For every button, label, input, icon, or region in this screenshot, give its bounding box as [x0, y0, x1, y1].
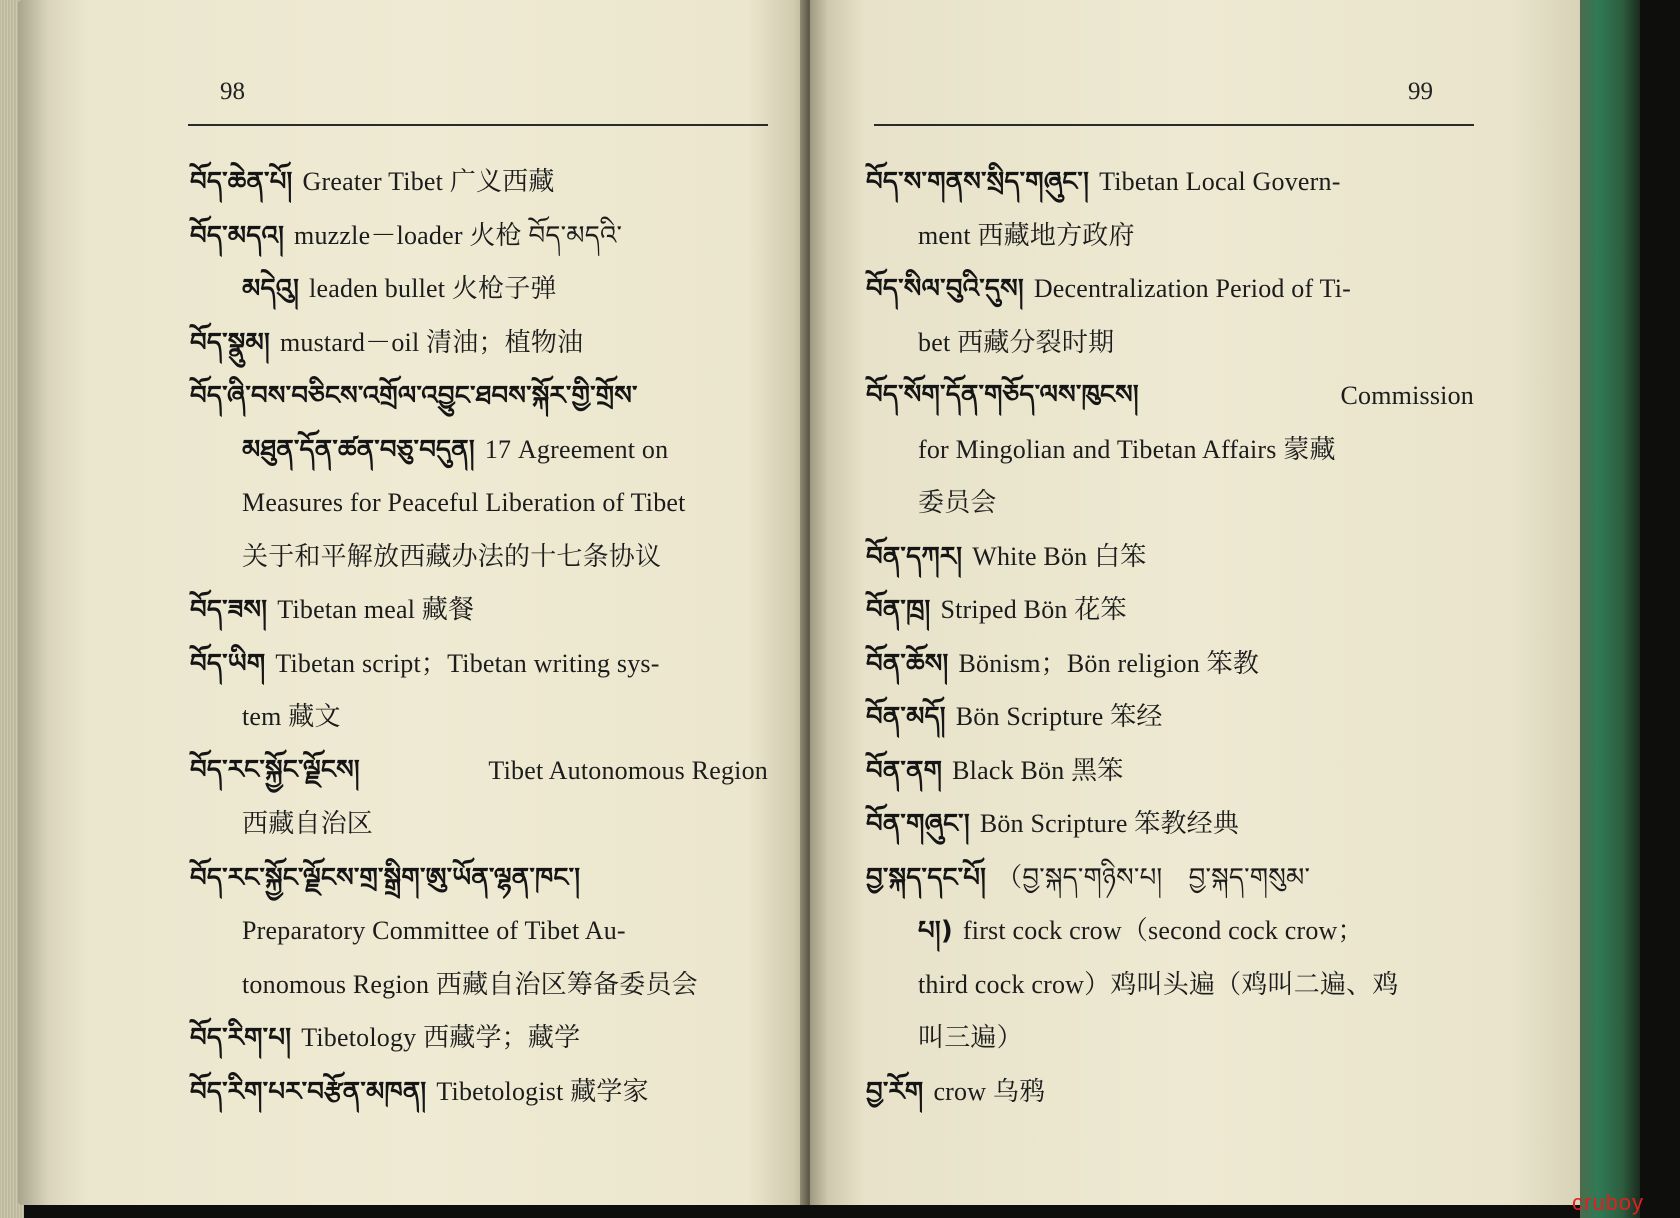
entry-line	[866, 369, 1474, 423]
definition-text: for Mingolian and Tibetan Affairs 蒙藏	[918, 434, 1336, 464]
definition-text: first cock crow（second cock crow；	[962, 916, 1364, 945]
entry-line	[866, 583, 1474, 637]
tibetan-term: བོད་སྣུམ།	[190, 327, 270, 358]
entry-line	[190, 530, 768, 584]
definition-text: （བྱ་སྐད་གཉིས་པ། བྱ་སྐད་གསུམ་	[996, 862, 1311, 892]
tibetan-term: བོན་ཁྲ།	[866, 595, 931, 625]
entry-line	[866, 690, 1474, 744]
tibetan-term: བོད་ཡིག	[190, 648, 266, 679]
definition-text: Commission	[1340, 381, 1474, 410]
definition-text: Measures for Peaceful Liberation of Tibet	[242, 488, 686, 517]
tibetan-term: པ།)	[918, 916, 953, 946]
tibetan-term: མཐུན་དོན་ཚན་བཅུ་བདུན།	[242, 434, 475, 465]
tibetan-term: བོད་སོག་དོན་གཅོད་ལས་ཁུངས།	[866, 380, 1139, 410]
definition-text: Tibetology 西藏学；藏学	[301, 1023, 581, 1052]
header-rule-right	[874, 124, 1474, 126]
tibetan-term: བོན་མདོ།	[866, 702, 946, 732]
definition-text: tem 藏文	[242, 702, 341, 731]
tibetan-term: བོད་རིག་པར་བརྩོན་མཁན།	[190, 1076, 427, 1107]
tibetan-term: བོད་རིག་པ།	[190, 1023, 292, 1053]
definition-text: Bön Scripture 笨经	[955, 702, 1163, 731]
entry-line	[866, 904, 1474, 958]
entry-line	[190, 262, 768, 316]
tibetan-term: བྱ་སྐད་དང་པོ།	[866, 862, 987, 893]
entries-left	[190, 155, 768, 1118]
tibetan-term: བོད་ཆེན་པོ།	[190, 167, 293, 197]
entry-line	[866, 851, 1474, 905]
definition-text: Tibetan script；Tibetan writing sys-	[275, 648, 660, 678]
definition-text: Striped Bön 花笨	[940, 595, 1127, 624]
tibetan-term: བོད་ཟས།	[190, 595, 268, 625]
entry-line	[190, 904, 768, 958]
definition-text: mustard－oil 清油；植物油	[279, 327, 584, 357]
book-cover-right	[1580, 0, 1640, 1218]
definition-text: Greater Tibet 广义西藏	[302, 167, 555, 196]
entry-line	[190, 744, 768, 798]
definition-text: third cock crow）鸡叫头遍（鸡叫二遍、鸡	[918, 969, 1399, 999]
watermark: cruboy	[1572, 1190, 1645, 1215]
entry-line	[190, 583, 768, 637]
tibetan-term: བོད་སིལ་བུའི་དུས།	[866, 274, 1024, 304]
definition-text: bet 西藏分裂时期	[918, 327, 1115, 357]
entry-line	[866, 637, 1474, 691]
tibetan-term: བོད་ཞི་བས་བཅིངས་འགྲོལ་འབྱུང་ཐབས་སྐོར་གྱི་གྲོས་	[190, 381, 638, 411]
entry-line	[866, 958, 1474, 1012]
definition-text: Preparatory Committee of Tibet Au-	[242, 916, 626, 945]
tibetan-term: བོན་གཞུང་།	[866, 809, 970, 839]
definition-text: crow 乌鸦	[933, 1076, 1046, 1106]
entry-line	[190, 209, 768, 263]
page-number-right: 99	[1408, 78, 1433, 105]
definition-text: 17 Agreement on	[484, 434, 669, 464]
definition-text: tonomous Region 西藏自治区筹备委员会	[242, 969, 698, 999]
tibetan-term: མདེའུ།	[242, 274, 300, 304]
tibetan-term: བོན་ཆོས།	[866, 648, 949, 679]
entry-line	[866, 316, 1474, 370]
entry-line	[866, 1065, 1474, 1119]
definition-text: Tibetan Local Govern-	[1099, 167, 1341, 196]
definition-text: Black Bön 黑笨	[952, 755, 1124, 785]
entry-line	[190, 423, 768, 477]
entry-line	[190, 316, 768, 370]
entries-right	[866, 155, 1474, 1118]
definition-text: Tibetan meal 藏餐	[277, 595, 475, 624]
definition-text: leaden bullet 火枪子弹	[309, 274, 557, 303]
tibetan-term: བྱ་རོག	[866, 1076, 924, 1107]
entry-line	[190, 958, 768, 1012]
definition-text: Bönism；Bön religion 笨教	[958, 648, 1260, 678]
entry-line	[190, 1065, 768, 1119]
entry-line	[866, 155, 1474, 209]
tibetan-term: བོད་ས་གནས་སྲིད་གཞུང་།	[866, 167, 1090, 197]
entry-line	[190, 369, 768, 423]
entry-line	[190, 476, 768, 530]
entry-line	[190, 155, 768, 209]
entry-line	[190, 690, 768, 744]
right-page	[810, 0, 1580, 1205]
definition-text: Tibet Autonomous Region	[488, 755, 768, 785]
tibetan-term: བོན་ནག	[866, 755, 943, 786]
definition-text: White Bön 白笨	[972, 541, 1147, 571]
entry-line	[866, 797, 1474, 851]
tibetan-term: བོན་དཀར།	[866, 541, 963, 572]
definition-text: 关于和平解放西藏办法的十七条协议	[242, 541, 662, 571]
entry-line	[866, 1011, 1474, 1065]
entry-line	[190, 1011, 768, 1065]
definition-text: 委员会	[918, 488, 997, 517]
entry-line	[190, 797, 768, 851]
left-page	[18, 0, 808, 1205]
entry-line	[866, 423, 1474, 477]
tibetan-term: བོད་རང་སྐྱོང་ལྗོངས་གྲ་སྒྲིག་ཨུ་ཡོན་ལྷན་ཁང་།	[190, 862, 581, 893]
definition-text: ment 西藏地方政府	[918, 220, 1135, 250]
header-rule-left	[188, 124, 768, 126]
tibetan-term: བོད་མདའ།	[190, 220, 285, 251]
entry-line	[866, 530, 1474, 584]
entry-line	[866, 476, 1474, 530]
entry-line	[190, 637, 768, 691]
definition-text: 西藏自治区	[242, 809, 374, 838]
definition-text: Bön Scripture 笨教经典	[979, 809, 1240, 838]
entry-line	[866, 744, 1474, 798]
entry-line	[866, 262, 1474, 316]
entry-line	[190, 851, 768, 905]
definition-text: Tibetologist 藏学家	[436, 1076, 649, 1106]
tibetan-term: བོད་རང་སྐྱོང་ལྗོངས།	[190, 754, 360, 785]
entry-line	[866, 209, 1474, 263]
definition-text: muzzle－loader 火枪 བོད་མདའི་	[294, 220, 623, 250]
definition-text: Decentralization Period of Ti-	[1033, 274, 1352, 303]
page-number-left: 98	[220, 78, 245, 105]
definition-text: 叫三遍）	[918, 1023, 1023, 1052]
